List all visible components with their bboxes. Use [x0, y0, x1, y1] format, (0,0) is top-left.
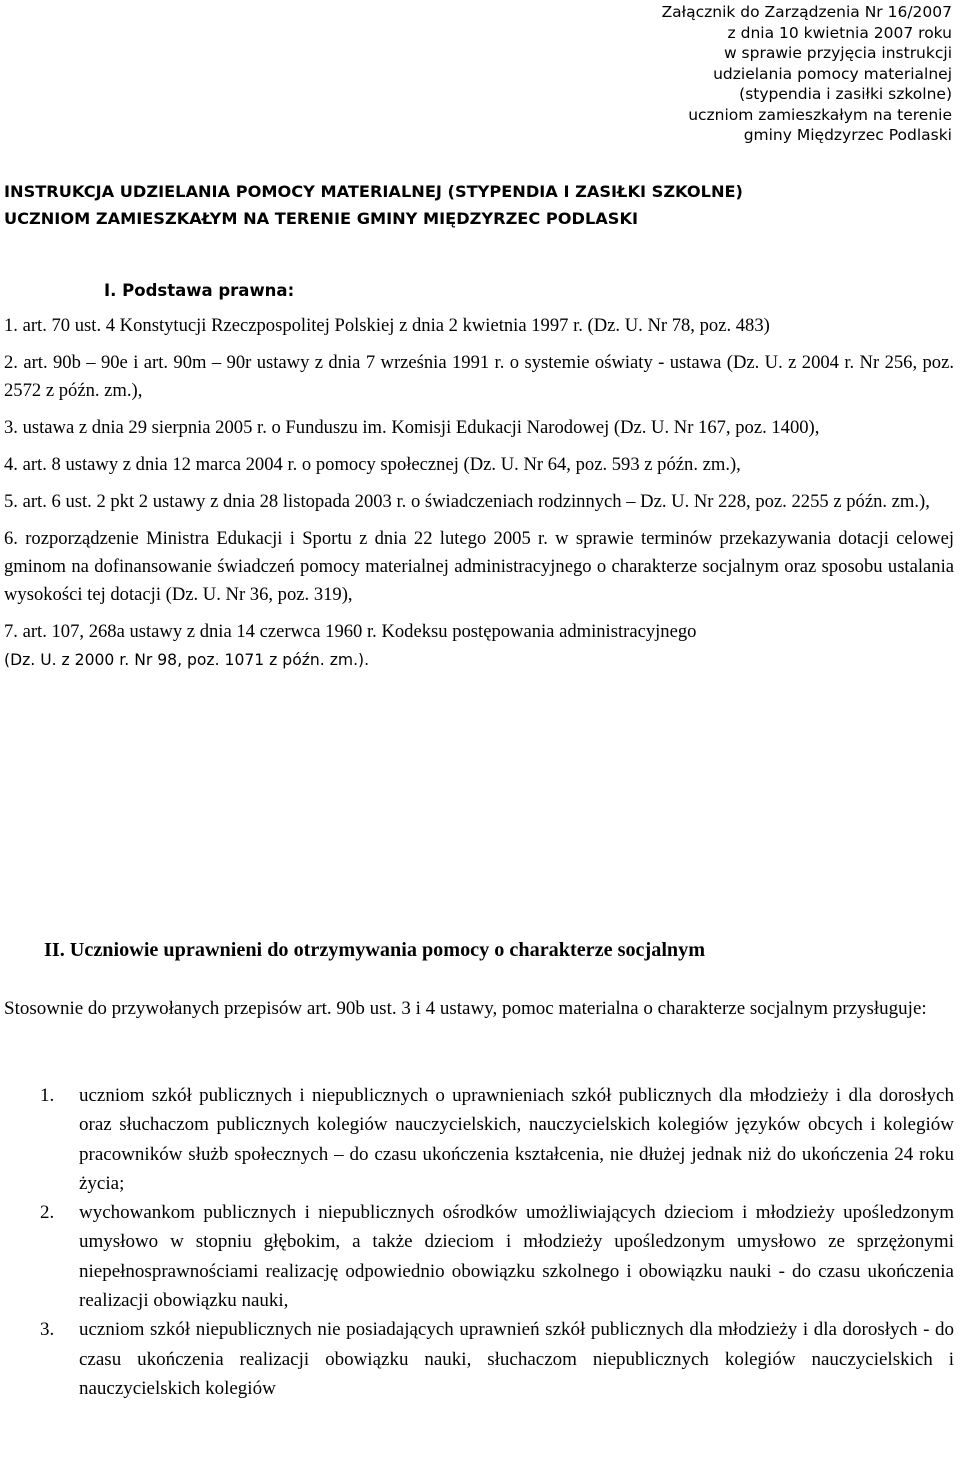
eligible-item-number: 2.	[40, 1202, 55, 1224]
legal-basis-7-main: 7. art. 107, 268a ustawy z dnia 14 czerwca 1960 r. Kodeksu postępowania administracyjnego	[4, 621, 697, 642]
legal-basis-item: 2. art. 90b – 90e i art. 90m – 90r ustawy z dnia 7 września 1991 r. o systemie oświaty - ustawa (Dz. U. z 2004 r. Nr 256, poz. 2572 z późn. zm.),	[4, 352, 954, 401]
section-2-intro: Stosownie do przywołanych przepisów art. 90b ust. 3 i 4 ustawy, pomoc materialna o charakterze socjalnym przysługuje:	[4, 998, 927, 1019]
eligible-item-number: 1.	[40, 1085, 55, 1106]
legal-basis-item: 5. art. 6 ust. 2 pkt 2 ustawy z dnia 28 listopada 2003 r. o świadczeniach rodzinnych – Dz. U. Nr 228, poz. 2255 z późn. zm.),	[4, 491, 930, 512]
legal-basis-item: 6. rozporządzenie Ministra Edukacji i Sportu z dnia 22 lutego 2005 r. w sprawie terminów przekazywania dotacji celowej gminom na dofinansowanie świadczeń pomocy materialnej administracyjnego o charakterze socjalnym oraz sposobu ustalania wysokości tej dotacji (Dz. U. Nr 36, poz. 319),	[4, 528, 954, 605]
annex-note	[662, 2, 952, 146]
annex-note-line: udzielania pomocy materialnej	[713, 64, 952, 83]
eligible-item	[4, 1315, 954, 1403]
legal-basis-7-tail: (Dz. U. z 2000 r. Nr 98, poz. 1071 z późn. zm.).	[4, 651, 370, 669]
annex-note-line: (stypendia i zasiłki szkolne)	[739, 85, 952, 103]
section-1-heading: I. Podstawa prawna:	[104, 281, 295, 300]
eligible-item	[4, 1198, 954, 1315]
annex-note-line: gminy Międzyrzec Podlaski	[743, 126, 952, 144]
legal-basis-item: 1. art. 70 ust. 4 Konstytucji Rzeczpospolitej Polskiej z dnia 2 kwietnia 1997 r. (Dz. U. Nr 78, poz. 483)	[4, 315, 770, 336]
section-2-heading: II. Uczniowie uprawnieni do otrzymywania pomocy o charakterze socjalnym	[44, 939, 706, 961]
eligible-list	[4, 1081, 954, 1403]
document-title-line-2: UCZNIOM ZAMIESZKAŁYM NA TERENIE GMINY MIĘDZYRZEC PODLASKI	[4, 209, 639, 228]
eligible-item	[4, 1081, 954, 1198]
eligible-item-number: 3.	[40, 1319, 55, 1341]
legal-basis-list	[4, 312, 954, 683]
annex-note-line: z dnia 10 kwietnia 2007 roku	[727, 23, 952, 42]
annex-note-line: uczniom zamieszkałym na terenie	[688, 105, 952, 124]
annex-note-line: w sprawie przyjęcia instrukcji	[723, 44, 952, 62]
legal-basis-item	[4, 618, 954, 674]
document-title-line-1: INSTRUKCJA UDZIELANIA POMOCY MATERIALNEJ (STYPENDIA I ZASIŁKI SZKOLNE)	[4, 182, 743, 201]
eligible-item-text: wychowankom publicznych i niepublicznych ośrodków umożliwiających dzieciom i młodzieży upośledzonym umysłowo w stopniu głębokim, a także dzieciom i młodzieży upośledzonym umysłowo ze sprzężonymi niepełnosprawnościami realizację odpowiednio obowiązku szkolnego i obowiązku nauki - do czasu ukończenia realizacji obowiązku nauki,	[79, 1202, 954, 1312]
annex-note-line: Załącznik do Zarządzenia Nr 16/2007	[661, 3, 952, 21]
legal-basis-item: 4. art. 8 ustawy z dnia 12 marca 2004 r. o pomocy społecznej (Dz. U. Nr 64, poz. 593 z późn. zm.),	[4, 454, 741, 475]
eligible-item-text: uczniom szkół niepublicznych nie posiadających uprawnień szkół publicznych dla młodzieży i dla dorosłych - do czasu ukończenia realizacji obowiązku nauki, słuchaczom niepublicznych kolegiów nauczycielskich i nauczycielskich kolegiów	[79, 1319, 954, 1399]
legal-basis-item: 3. ustawa z dnia 29 sierpnia 2005 r. o Funduszu im. Komisji Edukacji Narodowej (Dz. U. Nr 167, poz. 1400),	[4, 417, 820, 438]
document-title	[4, 178, 743, 232]
eligible-item-text: uczniom szkół publicznych i niepublicznych o uprawnieniach szkół publicznych dla młodzieży i dla dorosłych oraz słuchaczom publicznych kolegiów nauczycielskich, nauczycielskich kolegiów języków obcych i kolegiów pracowników służb społecznych – do czasu ukończenia kształcenia, nie dłużej jednak niż do ukończenia 24 roku życia;	[79, 1085, 954, 1194]
